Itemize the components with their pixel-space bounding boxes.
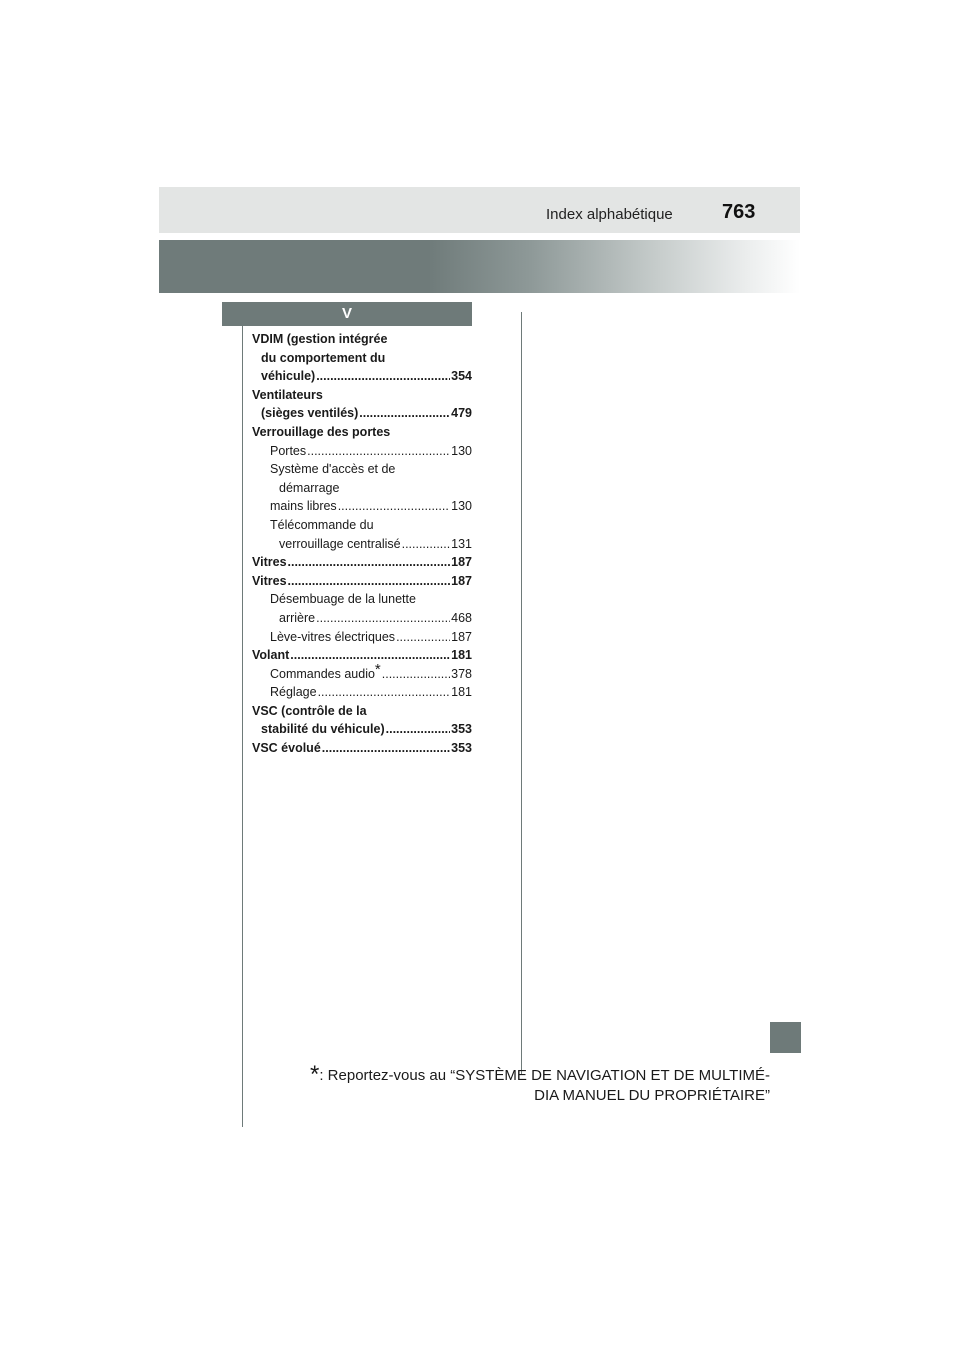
index-page-ref[interactable]: 131 [451,536,472,551]
index-entry-label: Lève-vitres électriques [270,629,396,644]
footnote-marker: * [374,660,381,678]
index-subentry [252,609,472,628]
leader-dots [288,553,451,572]
leader-dots [338,497,450,516]
footnote [310,1061,770,1106]
index-entry-label: Vitres [252,555,287,570]
column-rule-left [242,312,243,1127]
index-entry [252,404,472,423]
leader-dots [316,609,450,628]
index-list [252,330,472,758]
index-page-ref[interactable]: 130 [451,443,472,458]
index-subentry [252,442,472,461]
index-page-ref[interactable]: 353 [451,722,472,737]
index-entry-line: Système d'accès et de [270,462,396,477]
index-entry-line: VSC (contrôle de la [252,703,367,718]
index-subentry [252,660,472,684]
index-entry [252,739,472,758]
leader-dots [386,720,451,739]
leader-dots [402,535,451,554]
index-entry-line: démarrage [279,480,340,495]
column-rule-right [521,312,522,1074]
index-entry-label: verrouillage centralisé [279,536,401,551]
leader-dots [318,683,451,702]
footnote-marker: * [310,1061,320,1088]
index-entry-label: Réglage [270,685,317,700]
index-entry-line: du comportement du [261,350,386,365]
index-entry [252,553,472,572]
index-entry-label: mains libres [270,499,337,514]
index-subentry [252,535,472,554]
leader-dots [316,367,450,386]
leader-dots [382,665,450,684]
header-gradient-band [159,240,800,293]
index-page-ref[interactable]: 187 [451,629,472,644]
leader-dots [290,646,450,665]
footnote-text: : Reportez-vous au “SYSTÈME DE NAVIGATION ET DE MULTIMÉ- [319,1067,770,1084]
index-subentry [252,683,472,702]
footnote-line-1 [310,1061,770,1088]
index-entry [252,367,472,386]
index-letter-heading: V [222,302,472,326]
index-entry-label: (sièges ventilés) [261,406,359,421]
chapter-thumb-tab [770,1022,801,1053]
index-entry [252,720,472,739]
index-page-ref[interactable]: 181 [451,685,472,700]
section-title: Index alphabétique [546,206,673,223]
index-page-ref[interactable]: 187 [451,573,472,588]
index-entry-line: VDIM (gestion intégrée [252,332,388,346]
index-entry-label: VSC évolué [252,741,321,756]
leader-dots [288,572,451,591]
index-subentry [252,628,472,647]
index-page-ref[interactable]: 354 [451,369,472,384]
index-entry-line: Ventilateurs [252,387,323,402]
index-page-ref[interactable]: 130 [451,499,472,514]
leader-dots [307,442,450,461]
index-entry-line: Télécommande du [270,517,374,532]
index-entry-label: Volant [252,648,290,663]
index-entry [252,572,472,591]
index-page-ref[interactable]: 187 [451,555,472,570]
index-page-ref[interactable]: 468 [451,610,472,625]
leader-dots [359,404,450,423]
index-page-ref[interactable]: 479 [451,406,472,421]
index-entry-label: arrière [279,610,316,625]
index-page-ref[interactable]: 353 [451,741,472,756]
index-entry-label: stabilité du véhicule) [261,722,385,737]
index-entry-label: Vitres [252,573,287,588]
index-entry-line: Désembuage de la lunette [270,592,416,607]
index-entry-label: véhicule) [261,369,316,384]
page-number: 763 [722,201,756,223]
index-entry-label [270,660,381,684]
footnote-line-2: DIA MANUEL DU PROPRIÉTAIRE” [534,1087,770,1104]
leader-dots [396,628,450,647]
leader-dots [322,739,450,758]
index-page-ref[interactable]: 378 [451,666,472,681]
index-entry-label: Portes [270,443,307,458]
index-subentry [252,497,472,516]
index-entry-line: Verrouillage des portes [252,424,391,439]
index-entry [252,646,472,665]
page-header-bar [159,187,800,233]
subentry-text: Commandes audio [270,666,375,681]
index-page-ref[interactable]: 181 [451,648,472,663]
